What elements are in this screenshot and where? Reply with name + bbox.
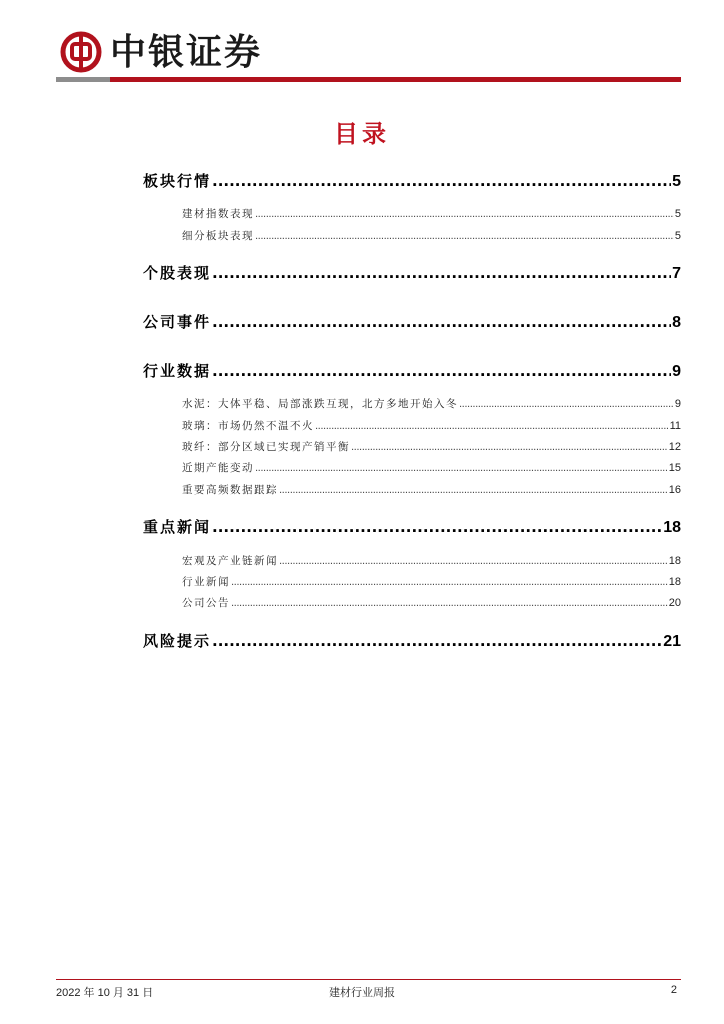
toc-leader-dots: [315, 420, 669, 434]
toc-entry-label: 行业数据: [143, 362, 212, 380]
toc-entry-page: 16: [668, 484, 681, 496]
header-rule-gray: [56, 77, 110, 82]
toc-entry-page: 8: [672, 314, 681, 331]
toc-entry-label: 宏观及产业链新闻: [182, 555, 278, 567]
toc-entry[interactable]: [143, 312, 681, 332]
toc-entry-label: 个股表现: [143, 264, 212, 282]
toc-leader-dots: [212, 517, 662, 537]
footer-report-name: 建材行业周报: [329, 987, 395, 999]
toc-entry-label: 建材指数表现: [182, 208, 254, 220]
footer-date: 2022 年 10 月 31 日: [56, 987, 154, 999]
toc-entry-page: 18: [663, 519, 681, 536]
toc-entry-label: 近期产能变动: [182, 462, 254, 474]
toc-entry-page: 18: [668, 555, 681, 567]
toc-leader-dots: [255, 208, 674, 222]
toc-leader-dots: [351, 441, 668, 455]
toc-leader-dots: [212, 171, 671, 191]
toc-entry-page: 12: [668, 441, 681, 453]
footer-page-number: 2: [670, 984, 677, 996]
toc-entry-page: 5: [674, 230, 681, 242]
toc-entry-page: 11: [669, 420, 681, 432]
toc-entry-label: 公司公告: [182, 597, 230, 609]
toc-entry-label: 板块行情: [143, 172, 212, 190]
toc-entry[interactable]: [143, 517, 681, 537]
toc-leader-dots: [255, 230, 674, 244]
toc-entry[interactable]: [182, 483, 681, 497]
brand-name: 中银证券: [110, 31, 263, 73]
toc-entry-label: 重点新闻: [143, 518, 212, 536]
toc-entry-label: 玻纤：部分区域已实现产销平衡: [182, 441, 350, 453]
toc-leader-dots: [212, 312, 671, 332]
footer-rule: [56, 979, 681, 980]
brand-logo: [60, 30, 262, 74]
toc-entry[interactable]: [182, 461, 681, 475]
toc-entry-page: 18: [668, 576, 681, 588]
toc-leader-dots: [231, 576, 668, 590]
toc-entry-label: 行业新闻: [182, 576, 230, 588]
toc-entry-page: 9: [674, 398, 681, 410]
toc-entry-label: 细分板块表现: [182, 230, 254, 242]
toc-entry[interactable]: [182, 207, 681, 221]
toc-leader-dots: [212, 361, 671, 381]
toc-entry[interactable]: [182, 440, 681, 454]
toc-entry[interactable]: [182, 229, 681, 243]
toc-entry-page: 5: [674, 208, 681, 220]
toc-entry[interactable]: [143, 171, 681, 191]
toc-entry[interactable]: [182, 419, 681, 433]
toc-entry-page: 15: [668, 462, 681, 474]
toc-entry[interactable]: [182, 554, 681, 568]
toc-entry-label: 水泥：大体平稳、局部涨跌互现，北方多地开始入冬: [182, 398, 458, 410]
toc-entry[interactable]: [143, 631, 681, 651]
toc-leader-dots: [459, 398, 674, 412]
header-rule-red: [110, 77, 681, 82]
toc-entry-page: 20: [668, 597, 681, 609]
toc-entry[interactable]: [182, 575, 681, 589]
toc-entry[interactable]: [143, 361, 681, 381]
toc-leader-dots: [212, 631, 662, 651]
toc-entry-page: 5: [672, 173, 681, 190]
toc-leader-dots: [279, 555, 668, 569]
toc-entry-label: 公司事件: [143, 313, 212, 331]
toc-entry-page: 9: [672, 363, 681, 380]
toc-leader-dots: [212, 263, 671, 283]
toc-leader-dots: [255, 462, 668, 476]
toc-entry-label: 重要高频数据跟踪: [182, 484, 278, 496]
toc-title: 目录: [334, 120, 390, 148]
bank-of-china-logo-icon: [60, 31, 102, 73]
toc-leader-dots: [231, 597, 668, 611]
toc-entry-label: 玻璃：市场仍然不温不火: [182, 420, 314, 432]
toc-leader-dots: [279, 484, 668, 498]
toc-entry-page: 21: [663, 633, 681, 650]
toc-entry[interactable]: [182, 397, 681, 411]
toc-entry[interactable]: [143, 263, 681, 283]
toc-entry-page: 7: [672, 265, 681, 282]
toc-entry[interactable]: [182, 596, 681, 610]
toc-entry-label: 风险提示: [143, 632, 212, 650]
